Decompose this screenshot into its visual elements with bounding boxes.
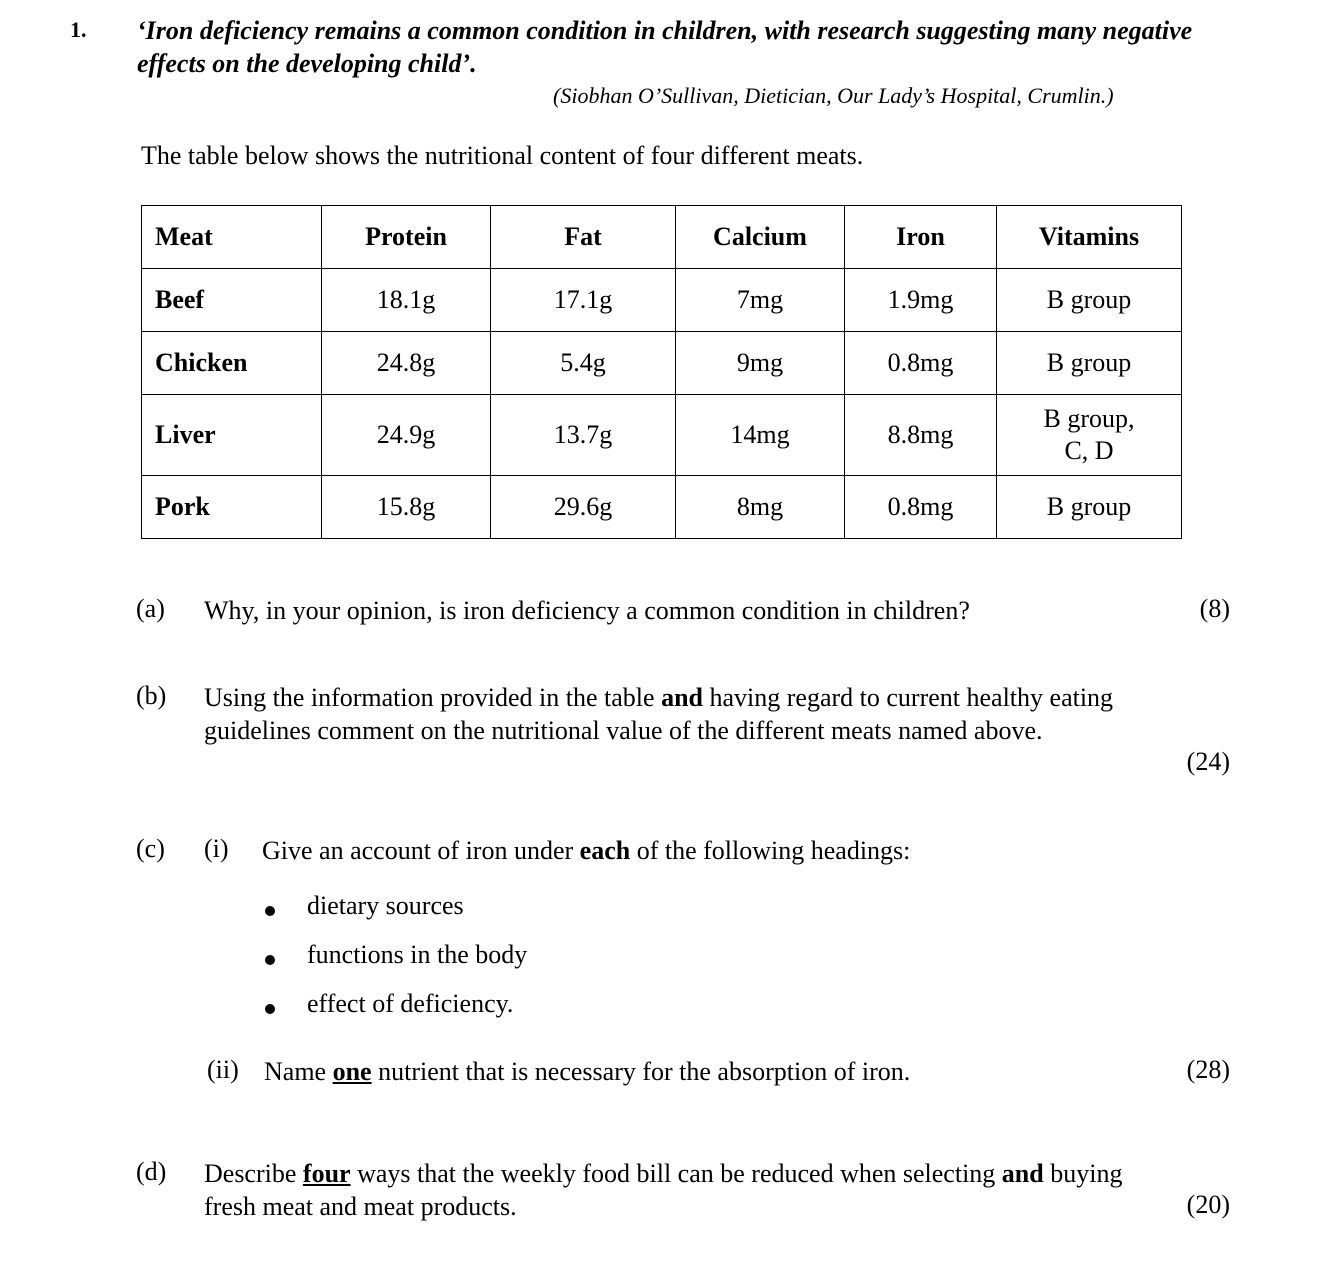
part-b-text xyxy=(204,681,1139,747)
meat-cell: Chicken xyxy=(142,332,322,395)
quote-text: ‘Iron deficiency remains a common condition in children, with research suggesting many negative effects on the developing child’. xyxy=(137,16,1193,78)
bullet-item: effect of deficiency. xyxy=(307,989,514,1018)
part-b-text-pre: Using the information provided in the table xyxy=(204,683,662,712)
vitamins-cell: B group xyxy=(997,332,1182,395)
iron-cell: 8.8mg xyxy=(845,395,997,476)
part-c-ii-text xyxy=(264,1055,910,1088)
part-a-marks: (8) xyxy=(1199,594,1230,623)
bullet-item: dietary sources xyxy=(307,891,464,920)
part-c-ii-label: (ii) xyxy=(207,1055,239,1084)
header-iron: Iron xyxy=(845,206,997,269)
part-d-pre: Describe xyxy=(204,1159,303,1188)
part-d-mid: ways that the weekly food bill can be reduced when selecting xyxy=(350,1159,1002,1188)
part-d-post: buying fresh meat and meat products. xyxy=(204,1159,1123,1221)
part-c-i-post: of the following headings: xyxy=(630,836,911,865)
table-row xyxy=(142,476,1182,539)
table-intro: The table below shows the nutritional content of four different meats. xyxy=(141,141,864,170)
part-d-marks: (20) xyxy=(1186,1190,1230,1219)
bullet-icon xyxy=(265,903,275,921)
part-b-marks: (24) xyxy=(1186,747,1230,776)
meat-cell: Pork xyxy=(142,476,322,539)
part-d-bold2: and xyxy=(1001,1159,1044,1188)
header-calcium: Calcium xyxy=(676,206,845,269)
header-fat: Fat xyxy=(491,206,676,269)
vitamins-cell: B group xyxy=(997,476,1182,539)
bullet-icon xyxy=(265,1001,275,1019)
quote-source: (Siobhan O’Sullivan, Dietician, Our Lady’s Hospital, Crumlin.) xyxy=(553,83,1114,108)
question-number: 1. xyxy=(70,17,87,42)
table-row xyxy=(142,332,1182,395)
fat-cell: 29.6g xyxy=(491,476,676,539)
table-row xyxy=(142,269,1182,332)
header-vitamins: Vitamins xyxy=(997,206,1182,269)
part-c-i-pre: Give an account of iron under xyxy=(262,836,580,865)
calcium-cell: 9mg xyxy=(676,332,845,395)
calcium-cell: 14mg xyxy=(676,395,845,476)
part-a-text: Why, in your opinion, is iron deficiency a common condition in children? xyxy=(204,596,970,625)
part-c-i-label: (i) xyxy=(204,834,229,863)
part-c-ii-post: nutrient that is necessary for the absorption of iron. xyxy=(371,1057,911,1086)
part-c-ii-bold: one xyxy=(332,1057,372,1086)
calcium-cell: 7mg xyxy=(676,269,845,332)
vitamins-line: C, D xyxy=(1064,436,1114,465)
part-a-label: (a) xyxy=(136,594,165,623)
calcium-cell: 8mg xyxy=(676,476,845,539)
part-c-label: (c) xyxy=(136,834,165,863)
header-protein: Protein xyxy=(322,206,491,269)
iron-cell: 1.9mg xyxy=(845,269,997,332)
vitamins-line: B group, xyxy=(1043,404,1135,433)
vitamins-cell: B group xyxy=(997,269,1182,332)
nutrition-table xyxy=(141,205,1182,539)
iron-cell: 0.8mg xyxy=(845,476,997,539)
part-d-label: (d) xyxy=(136,1157,167,1186)
part-c-marks: (28) xyxy=(1186,1055,1230,1084)
header-meat: Meat xyxy=(142,206,322,269)
bullet-icon xyxy=(265,952,275,970)
protein-cell: 18.1g xyxy=(322,269,491,332)
protein-cell: 24.9g xyxy=(322,395,491,476)
protein-cell: 24.8g xyxy=(322,332,491,395)
iron-cell: 0.8mg xyxy=(845,332,997,395)
part-b-text-post: having regard to current healthy eating guidelines comment on the nutritional value of the different meats named above. xyxy=(204,683,1114,745)
vitamins-cell xyxy=(997,395,1182,476)
table-header-row xyxy=(142,206,1182,269)
part-d-text xyxy=(204,1157,1139,1223)
protein-cell: 15.8g xyxy=(322,476,491,539)
fat-cell: 17.1g xyxy=(491,269,676,332)
fat-cell: 5.4g xyxy=(491,332,676,395)
part-c-ii-pre: Name xyxy=(264,1057,333,1086)
fat-cell: 13.7g xyxy=(491,395,676,476)
part-b-label: (b) xyxy=(136,681,167,710)
part-c-i-bold: each xyxy=(579,836,631,865)
part-b-text-bold: and xyxy=(661,683,703,712)
meat-cell: Beef xyxy=(142,269,322,332)
table-row xyxy=(142,395,1182,476)
bullet-item: functions in the body xyxy=(307,940,528,969)
meat-cell: Liver xyxy=(142,395,322,476)
part-c-i-text xyxy=(262,834,910,867)
part-d-bold1: four xyxy=(302,1159,351,1188)
